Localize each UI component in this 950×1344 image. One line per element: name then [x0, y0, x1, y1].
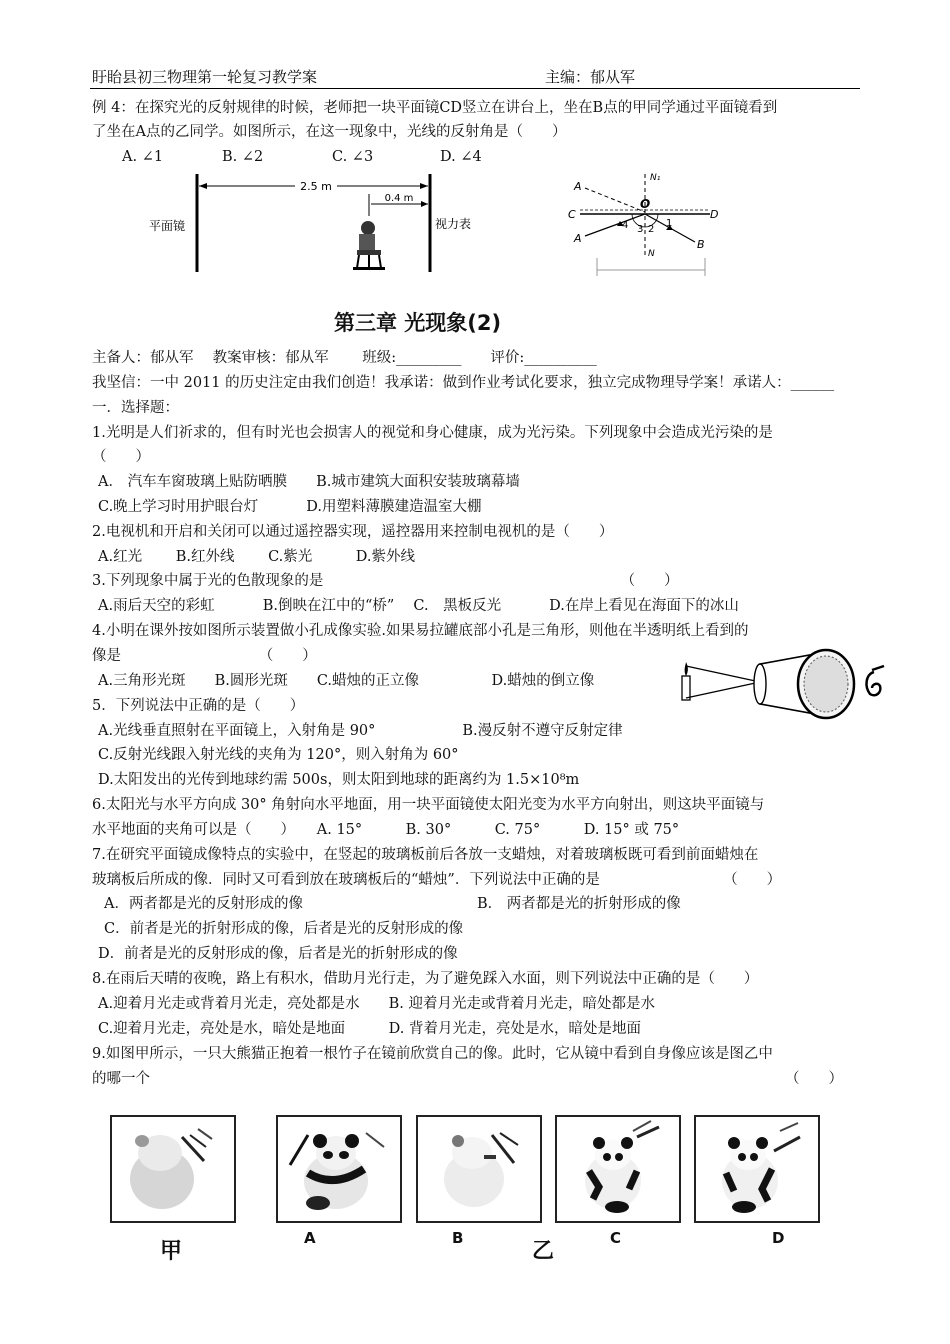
header-title: 盱眙县初三物理第一轮复习教学案 — [92, 68, 318, 86]
q6-stem-options: 水平地面的夹角可以是（ ） A. 15° B. 30° C. 75° D. 15° 或 75° — [92, 822, 680, 838]
q4-stem: 4.小明在课外按如图所示装置做小孔成像实验.如果易拉罐底部小孔是三角形，则他在半透明纸上看到的 — [92, 623, 749, 639]
q1-options-cd: C.晚上学习时用护眼台灯 D.用塑料薄膜建造温室大棚 — [98, 499, 482, 515]
header-rule — [90, 88, 860, 89]
panda-label-a: A — [304, 1229, 316, 1247]
q8-stem: 8.在雨后天晴的夜晚，路上有积水，借助月光行走，为了避免踩入水面，则下列说法中正确的是（ ） — [92, 971, 759, 987]
example4-option-d: D. ∠4 — [440, 149, 482, 165]
panda-label-yi: 乙 — [532, 1239, 555, 1264]
panda-panel-d[interactable] — [694, 1115, 820, 1223]
panda-image-jia — [112, 1117, 234, 1221]
example4-line1: 例 4：在探究光的反射规律的时候，老师把一块平面镜CD竖立在讲台上，坐在B点的甲同学通过平面镜看到 — [92, 100, 778, 116]
label-a: A — [574, 232, 582, 245]
example4-line2: 了坐在A点的乙同学。如图所示，在这一现象中，光线的反射角是（ ） — [92, 124, 567, 140]
q3-stem: 3.下列现象中属于光的色散现象的是 （ ） — [92, 573, 679, 589]
q4-stem-cont: 像是 （ ） — [92, 648, 317, 664]
q6-stem: 6.太阳光与水平方向成 30° 角射向水平地面，用一块平面镜使太阳光变为水平方向射出，则这块平面镜与 — [92, 797, 765, 813]
label-d: D — [710, 208, 719, 221]
q5-option-c: C.反射光线跟入射光线的夹角为 120°，则入射角为 60° — [98, 747, 459, 763]
q4-options: A.三角形光斑 B.圆形光斑 C.蜡烛的正立像 D.蜡烛的倒立像 — [98, 673, 595, 689]
q1-options-ab: A． 汽车车窗玻璃上贴防晒膜 B.城市建筑大面积安装玻璃幕墙 — [98, 474, 520, 490]
q9-stem: 9.如图甲所示，一只大熊猫正抱着一根竹子在镜前欣赏自己的像。此时，它从镜中看到自身像应该是图乙中 — [92, 1046, 773, 1062]
panda-image-d — [696, 1117, 818, 1221]
angle-1-label: 1 — [666, 218, 673, 229]
label-n1: N₁ — [650, 173, 661, 183]
label-o: O — [640, 197, 651, 211]
panda-label-c: C — [610, 1229, 622, 1247]
q7-option-d: D．前者是光的反射形成的像，后者是光的折射形成的像 — [98, 946, 458, 962]
pinhole-camera-figure — [676, 636, 906, 722]
eye-test-room-figure — [135, 168, 495, 280]
panda-panel-c[interactable] — [555, 1115, 681, 1223]
q3-options: A.雨后天空的彩虹 B.倒映在江中的“桥” C. 黑板反光 D.在岸上看见在海面下的冰山 — [98, 598, 739, 614]
q5-options-ab: A.光线垂直照射在平面镜上，入射角是 90° B.漫反射不遵守反射定律 — [98, 723, 623, 739]
label-c: C — [568, 208, 576, 221]
panda-image-c — [557, 1117, 679, 1221]
example4-option-b: B. ∠2 — [222, 149, 264, 165]
q8-options-cd: C.迎着月光走，亮处是水，暗处是地面 D. 背着月光走，亮处是水，暗处是地面 — [98, 1021, 642, 1037]
angle-3-label: 3 — [637, 224, 644, 235]
panda-label-jia: 甲 — [160, 1239, 183, 1264]
q1-stem: 1.光明是人们祈求的，但有时光也会损害人的视觉和身心健康，成为光污染。下列现象中会造成光污染的是 — [92, 425, 773, 441]
chapter-title: 第三章 光现象(2) — [334, 311, 502, 335]
panda-panel-a[interactable] — [276, 1115, 402, 1223]
panda-panel-b[interactable] — [416, 1115, 542, 1223]
reflection-diagram-figure — [560, 168, 725, 280]
seated-student-icon — [353, 221, 385, 270]
eye-chart-label: 视力表 — [435, 217, 472, 231]
panda-label-b: B — [452, 1229, 464, 1247]
q7-options-ab: A．两者都是光的反射形成的像 B． 两者都是光的折射形成的像 — [104, 896, 681, 912]
section-heading: 一．选择题： — [92, 400, 179, 416]
q7-stem-cont: 玻璃板后所成的像．同时又可看到放在玻璃板后的“蜡烛”．下列说法中正确的是 （ ） — [92, 872, 782, 888]
example4-option-a: A. ∠1 — [122, 149, 164, 165]
mirror-label: 平面镜 — [149, 219, 186, 233]
q8-options-ab: A.迎着月光走或背着月光走，亮处都是水 B. 迎着月光走或背着月光走，暗处都是水 — [98, 996, 655, 1012]
panda-label-d: D — [772, 1229, 785, 1247]
q2-stem: 2.电视机和开启和关闭可以通过遥控器实现，遥控器用来控制电视机的是（ ） — [92, 524, 614, 540]
q9-stem-cont: 的哪一个 — [92, 1071, 150, 1087]
example4-option-c: C. ∠3 — [332, 149, 374, 165]
header-editor: 主编：郁从军 — [545, 68, 636, 86]
q7-stem: 7.在研究平面镜成像特点的实验中，在竖起的玻璃板前后各放一支蜡烛，对着玻璃板既可看到前面蜡烛在 — [92, 847, 759, 863]
panda-panel-jia — [110, 1115, 236, 1223]
q1-answer-paren: （ ） — [92, 449, 150, 465]
angle-2-label: 2 — [648, 224, 655, 235]
q5-stem: 5．下列说法中正确的是（ ） — [92, 698, 305, 714]
panda-image-a — [278, 1117, 400, 1221]
distance-0-4m-label: 0.4 m — [384, 193, 414, 204]
label-n: N — [648, 249, 655, 259]
label-a-top: A — [574, 180, 582, 193]
label-b: B — [697, 238, 705, 251]
q9-answer-paren: （ ） — [785, 1071, 843, 1087]
distance-2-5m-label: 2.5 m — [300, 180, 332, 193]
angle-4-label: 4 — [622, 220, 629, 231]
meta-pledge-line: 我坚信：一中 2011 的历史注定由我们创造！我承诺：做到作业考试化要求，独立完成物理导学案！承诺人：______ — [92, 375, 835, 391]
panda-image-b — [418, 1117, 540, 1221]
q5-option-d: D.太阳发出的光传到地球约需 500s，则太阳到地球的距离约为 1.5×10⁸m — [98, 772, 580, 788]
meta-author-line: 主备人：郁从军 教案审核：郁从军 班级:_________ 评价:__________ — [92, 350, 597, 366]
q2-options: A.红光 B.红外线 C.紫光 D.紫外线 — [98, 549, 415, 565]
q7-option-c: C．前者是光的折射形成的像，后者是光的反射形成的像 — [104, 921, 464, 937]
